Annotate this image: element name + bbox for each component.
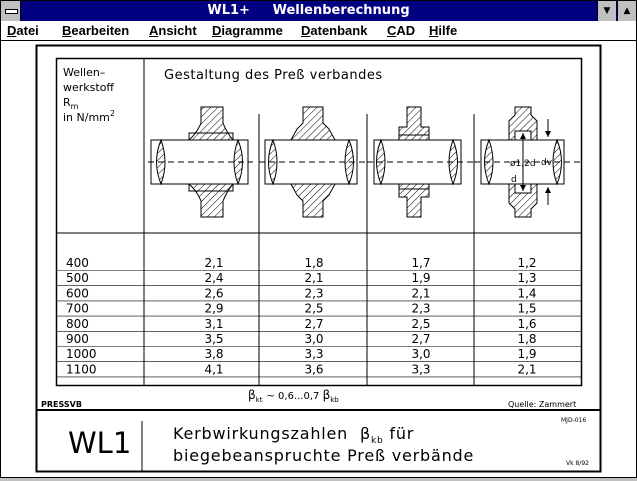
table-cell: 3,1 xyxy=(204,316,224,331)
material-header xyxy=(63,66,115,124)
menu-bearbeiten[interactable]: Bearbeiten xyxy=(62,23,130,38)
table-cell: 2,1 xyxy=(517,362,537,377)
table-row-material: 400 xyxy=(66,256,89,270)
table-cell: 3,0 xyxy=(304,332,324,346)
wl1-logo: WL1 xyxy=(68,426,132,460)
page-reference: Vk 8/92 xyxy=(566,460,589,467)
table-row-material: 600 xyxy=(66,286,89,301)
table-cell: 1,3 xyxy=(517,271,537,286)
caption-line-1: Kerbwirkungszahlen $\beta_{kb}$ für xyxy=(173,424,415,446)
menu-ansicht[interactable]: Ansicht xyxy=(149,23,197,38)
document-code: MJD-016 xyxy=(561,417,587,424)
table-cell: 1,9 xyxy=(411,271,431,286)
caption-line-2: biegebeanspruchte Preß verbände xyxy=(173,446,475,465)
maximize-icon: ▲ xyxy=(623,6,631,16)
material-header-line1: Wellen– xyxy=(63,66,106,79)
technical-sheet xyxy=(1,41,636,477)
table-cell: 3,3 xyxy=(304,347,324,362)
diameter-label-d: d xyxy=(511,175,517,185)
minimize-button[interactable] xyxy=(597,1,616,21)
drawing-area xyxy=(1,41,636,477)
menu-datenbank[interactable]: Datenbank xyxy=(301,23,368,38)
table-cell: 3,3 xyxy=(411,362,431,377)
table-cell: 1,7 xyxy=(411,256,431,270)
table-row-material: 700 xyxy=(66,301,89,316)
table-cell: 4,1 xyxy=(204,362,224,377)
table-row-material: 500 xyxy=(66,271,89,286)
material-header-line3: $R_m$ xyxy=(63,96,79,111)
table-cell: 2,6 xyxy=(204,286,224,301)
table-cell: 2,3 xyxy=(411,301,431,316)
table-cell: 1,4 xyxy=(517,286,537,301)
table-cell: 1,5 xyxy=(517,301,537,316)
source-right: Quelle: Zammert xyxy=(508,400,577,409)
table-cell: 2,1 xyxy=(304,271,324,286)
system-menu-icon xyxy=(5,9,18,14)
title-bar xyxy=(1,1,636,21)
table-cell: 2,9 xyxy=(204,301,224,316)
minimize-icon: ▼ xyxy=(603,6,611,16)
table-cell: 2,1 xyxy=(204,256,224,270)
design-header: Gestaltung des Preß verbandes xyxy=(164,68,383,83)
table-cell: 2,7 xyxy=(304,316,324,331)
table-cell: 3,5 xyxy=(204,332,224,346)
press-fit-sketch-1 xyxy=(148,107,253,217)
table-cell: 1,6 xyxy=(517,316,537,331)
maximize-button[interactable] xyxy=(617,1,636,21)
press-fit-sketch-2 xyxy=(259,107,367,217)
menu-diagramme[interactable]: Diagramme xyxy=(212,23,283,38)
table-cell: 1,8 xyxy=(304,256,324,270)
press-fit-sketch-3 xyxy=(367,107,474,217)
formula-note: $\beta_{kt}$ ~ 0,6...0,7 $\beta_{kb}$ xyxy=(248,388,339,404)
menu-datei[interactable]: Datei xyxy=(7,23,39,38)
table-row-material: 900 xyxy=(66,332,89,346)
table-row-material: 1100 xyxy=(66,362,97,377)
table-cell: 3,0 xyxy=(411,347,431,362)
table-cell: 3,8 xyxy=(204,347,224,362)
value-table xyxy=(57,256,581,377)
menu-bar xyxy=(1,21,636,41)
menu-cad[interactable]: CAD xyxy=(387,23,416,38)
window-title: WL1+ Wellenberechnung xyxy=(207,3,410,18)
table-cell: 2,7 xyxy=(411,332,431,346)
table-row-material: 1000 xyxy=(66,347,97,362)
table-cell: 1,9 xyxy=(517,347,537,362)
table-cell: 1,8 xyxy=(517,332,537,346)
table-cell: 2,4 xyxy=(204,271,224,286)
table-cell: 2,5 xyxy=(304,301,324,316)
menu-hilfe[interactable]: Hilfe xyxy=(429,23,458,38)
source-left: PRESSVB xyxy=(41,400,82,409)
table-cell: 3,6 xyxy=(304,362,324,377)
diameter-label-ratio: ø1,2d xyxy=(510,159,536,169)
press-fit-sketch-4 xyxy=(474,107,581,217)
table-cell: 2,5 xyxy=(411,316,431,331)
table-cell: 2,1 xyxy=(411,286,431,301)
table-cell: 1,2 xyxy=(517,256,537,270)
system-menu-button[interactable] xyxy=(1,1,21,21)
material-header-line2: werkstoff xyxy=(63,81,115,94)
table-cell: 2,3 xyxy=(304,286,324,301)
diameter-label-dv: dv xyxy=(541,158,553,168)
table-row-material: 800 xyxy=(66,316,89,331)
material-header-line4: in $N/mm^2$ xyxy=(63,109,115,124)
